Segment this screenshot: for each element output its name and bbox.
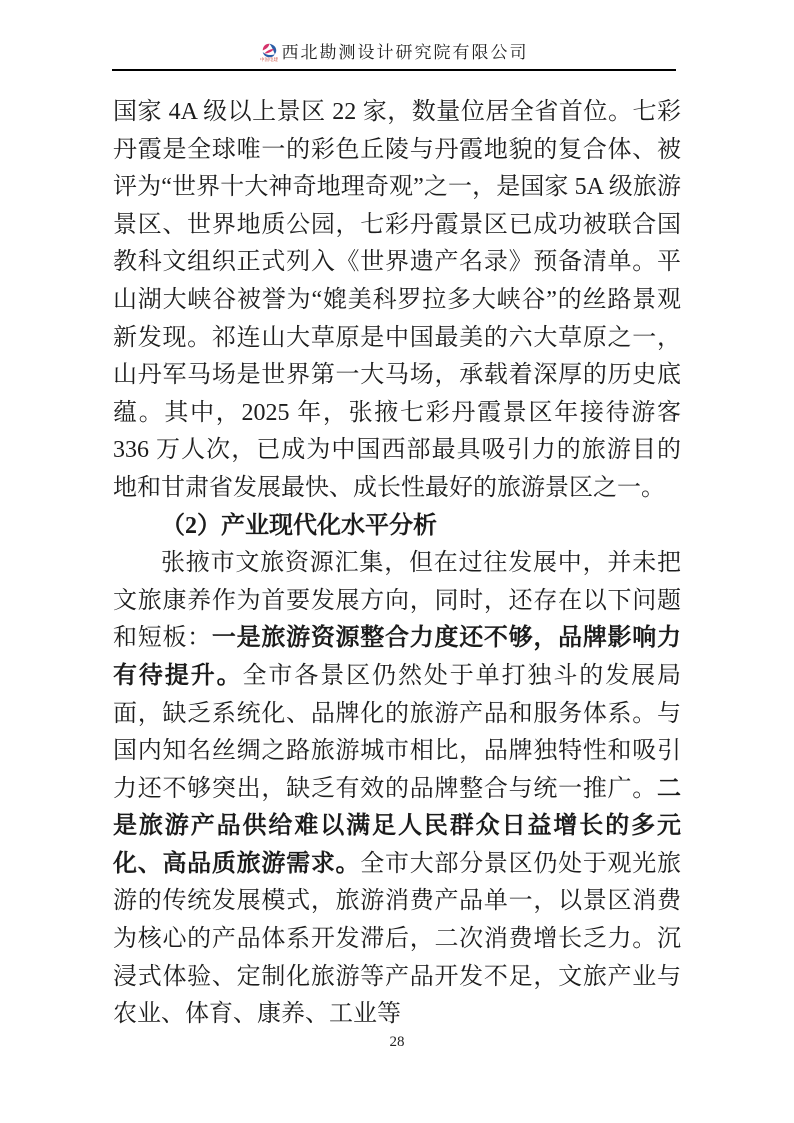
logo-caption: 中国电建 <box>260 58 279 63</box>
issues-segment-first-problem: 一是旅游资源整合力度还不够，品牌影响力有待提升。 <box>113 625 682 689</box>
issues-segment-first-detail: 全市各景区仍然处于单打独斗的发展局面，缺乏系统化、品牌化的旅游产品和服务体系。与国内知名丝绸之路旅游城市相比，品牌独特性和吸引力还不够突出，缺乏有效的品牌整合与统一推广。 <box>113 662 682 802</box>
issues-segment-second-detail: 全市大部分景区仍处于观光旅游的传统发展模式，旅游消费产品单一，以景区消费为核心的产品体系开发滞后，二次消费增长乏力。沉浸式体验、定制化旅游等产品开发不足，文旅产业与农业、体育、康养、工业等 <box>113 850 682 1028</box>
document-body <box>113 94 681 1034</box>
company-name: 西北勘测设计研究院有限公司 <box>281 43 529 62</box>
heading-industry-analysis: （2）产业现代化水平分析 <box>161 512 437 539</box>
paragraph-overview: 国家 4A 级以上景区 22 家，数量位居全省首位。七彩丹霞是全球唯一的彩色丘陵与丹霞地貌的复合体、被评为“世界十大神奇地理奇观”之一，是国家 5A 级旅游景区、世界地质公园，七彩丹霞景区已成功被联合国教科文组织正式列入《世界遗产名录》预备清单。平山湖大峡谷被誉为“媲美科罗拉多大峡谷”的丝路景观新发现。祁连山大草原是中国最美的六大草原之一，山丹军马场是世界第一大马场，承载着深厚的历史底蕴。其中，2025 年，张掖七彩丹霞景区年接待游客 336 万人次，已成为中国西部最具吸引力的旅游目的地和甘肃省发展最快、成长性最好的旅游景区之一。 <box>113 99 681 501</box>
page-number: 28 <box>389 1034 405 1050</box>
powerchina-emblem-icon <box>262 43 277 58</box>
issues-segment-second-problem: 二是旅游产品供给难以满足人民群众日益增长的多元化、高品质旅游需求。 <box>113 775 681 877</box>
paragraph-issues <box>113 545 681 1034</box>
page-footer <box>0 1034 794 1051</box>
issues-segment-intro: 张掖市文旅资源汇集，但在过往发展中，并未把文旅康养作为首要发展方向，同时，还存在以下问题和短板： <box>113 550 681 652</box>
company-logo <box>259 43 279 64</box>
page-header <box>112 42 676 71</box>
